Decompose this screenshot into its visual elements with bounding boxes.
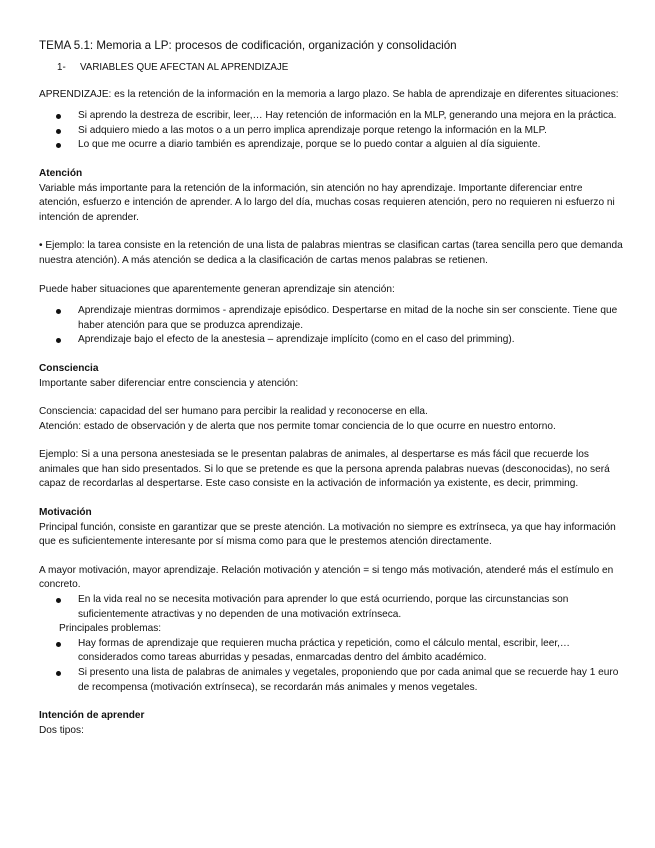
motivacion-heading: Motivación: [39, 507, 92, 519]
motivacion-bullet-list: [39, 593, 624, 622]
consciencia-paragraph: Importante saber diferenciar entre consciencia y atención:: [39, 377, 299, 389]
document-title: TEMA 5.1: Memoria a LP: procesos de codificación, organización y consolidación: [39, 39, 457, 52]
subheading-text: VARIABLES QUE AFECTAN AL APRENDIZAJE: [80, 62, 289, 73]
subheading-number: 1-: [57, 62, 66, 73]
problems-bullet-list: [39, 637, 624, 695]
bullet-icon: [56, 129, 61, 134]
atencion-heading: Atención: [39, 167, 83, 179]
atencion-paragraph: Variable más importante para la retención de la información, sin atención no hay aprendizaje. Importante diferenciar entre atención, esfuerzo e intención de aprender. A lo largo del día, muchas cosas requieren atención, pero no requieren ni esfuerzo ni intención de aprender.: [39, 182, 615, 223]
atencion-situations-intro: Puede haber situaciones que aparentemente generan aprendizaje sin atención:: [39, 283, 395, 295]
intencion-paragraph: Dos tipos:: [39, 724, 84, 736]
list-item: En la vida real no se necesita motivación para aprender lo que está ocurriendo, porque las circunstancias son suficientemente atractivas y no dependen de una motivación extrínseca.: [39, 593, 624, 622]
bullet-icon: [56, 671, 61, 676]
list-item: Si aprendo la destreza de escribir, leer,… Hay retención de información en la MLP, generando una mejora en la práctica.: [39, 109, 624, 124]
intencion-heading: Intención de aprender: [39, 710, 145, 722]
list-item: Aprendizaje bajo el efecto de la anestesia – aprendizaje implícito (como en el caso del primming).: [39, 333, 624, 348]
intro-paragraph: APRENDIZAJE: es la retención de la información en la memoria a largo plazo. Se habla de aprendizaje en diferentes situaciones:: [39, 88, 619, 100]
bullet-icon: [56, 642, 61, 647]
bullet-icon: [56, 114, 61, 119]
list-item: Hay formas de aprendizaje que requieren mucha práctica y repetición, como el cálculo mental, escribir, leer,… considerados como tareas aburridas y pesadas, enmarcadas dentro del ámbito académico.: [39, 637, 624, 666]
atencion-definition: Atención: estado de observación y de alerta que nos permite tomar conciencia de lo que ocurre en nuestro entorno.: [39, 420, 556, 432]
atencion-example: • Ejemplo: la tarea consiste en la retención de una lista de palabras mientras se clasifican cartas (tarea sencilla pero que demanda nuestra atención). A más atención se dedica a la clasificación de cartas menos palabras se retienen.: [39, 240, 623, 266]
document-page: [39, 38, 624, 738]
list-item: Lo que me ocurre a diario también es aprendizaje, porque se lo puedo contar a alguien al día siguiente.: [39, 138, 624, 153]
problems-label: Principales problemas:: [59, 623, 162, 635]
intro-bullet-list: [39, 109, 624, 153]
bullet-icon: [56, 143, 61, 148]
list-item: Si adquiero miedo a las motos o a un perro implica aprendizaje porque retengo la información en la MLP.: [39, 124, 624, 139]
consciencia-definition: Consciencia: capacidad del ser humano para percibir la realidad y reconocerse en ella.: [39, 406, 428, 418]
consciencia-heading: Consciencia: [39, 362, 99, 374]
atencion-bullet-list: [39, 304, 624, 348]
motivacion-paragraph: Principal función, consiste en garantizar que se preste atención. La motivación no siempre es extrínseca, ya que hay información que es suficientemente interesante por sí misma como para que le prestemos atención directamente.: [39, 521, 616, 548]
list-item: Si presento una lista de palabras de animales y vegetales, proponiendo que por cada animal que se recuerde hay 1 euro de recompensa (motivación extrínseca), se recordarán más animales y menos vegetales.: [39, 666, 624, 695]
consciencia-example: Ejemplo: Si a una persona anestesiada se le presentan palabras de animales, al despertarse es más fácil que recuerde los animales que han sido presentados. Si lo que se pretende es que la persona aprenda palabras nuevas (desconocidas), no será capaz de recordarlas al despertarse. Este caso consiste en la activación de información ya existente, es decir, primming.: [39, 449, 610, 490]
section-subheading: [57, 61, 624, 76]
list-item: Aprendizaje mientras dormimos - aprendizaje episódico. Despertarse en mitad de la noche sin ser consciente. Tiene que haber atención para que se produzca aprendizaje.: [39, 304, 624, 333]
bullet-icon: [56, 309, 61, 314]
bullet-icon: [56, 338, 61, 343]
motivacion-paragraph-2: A mayor motivación, mayor aprendizaje. Relación motivación y atención = si tengo más motivación, atenderé más el estímulo en concreto.: [39, 564, 614, 591]
bullet-icon: [56, 598, 61, 603]
